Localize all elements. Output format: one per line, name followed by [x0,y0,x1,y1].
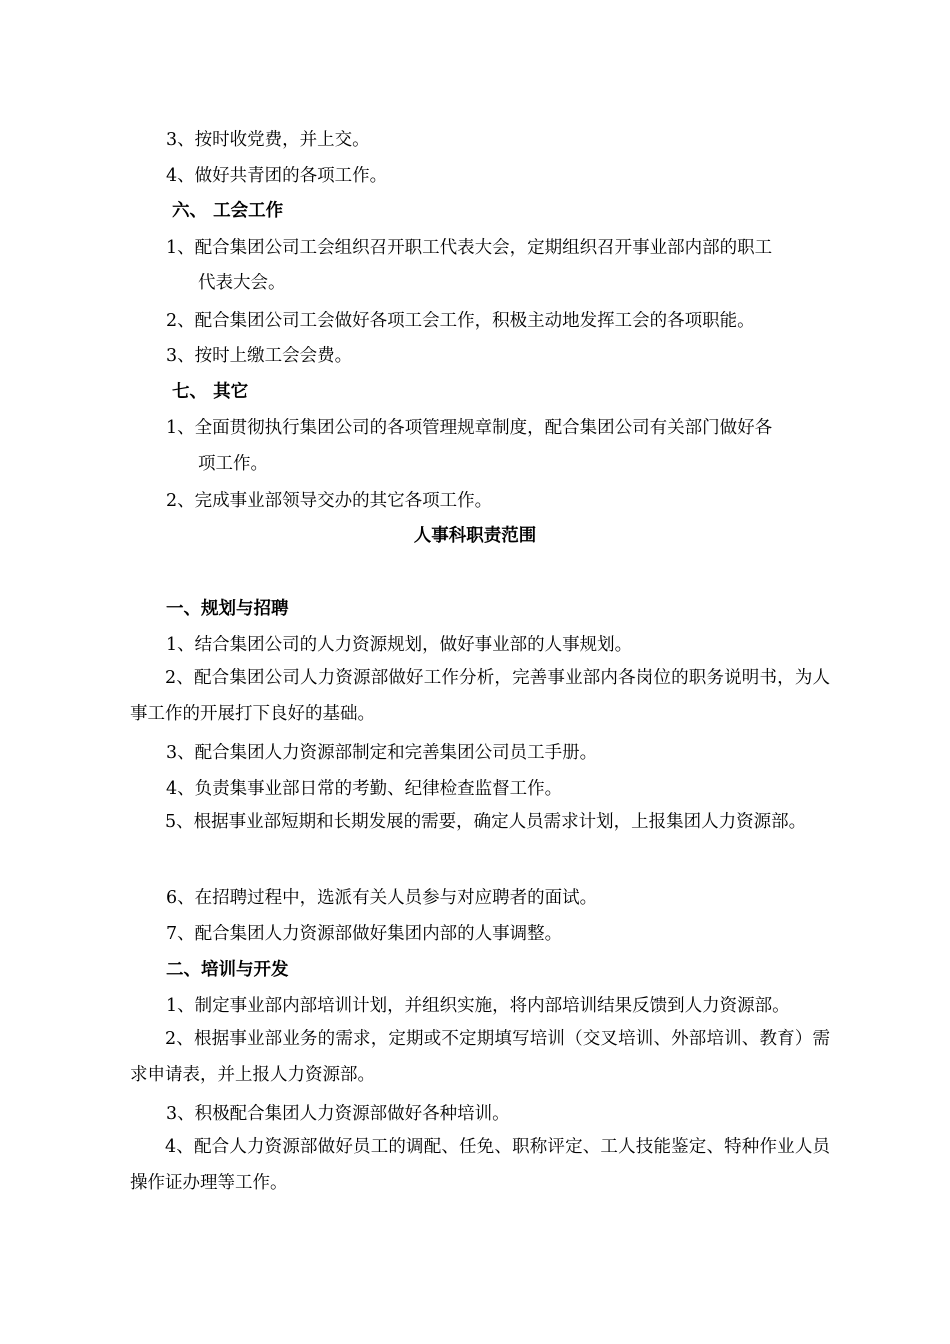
list-item: 2、根据事业部业务的需求，定期或不定期填写培训（交叉培训、外部培训、教育）需求申请表，并上报人力资源部。 [130,1029,830,1085]
list-item: 3、按时收党费，并上交。 [166,130,370,150]
list-item: 4、负责集事业部日常的考勤、纪律检查监督工作。 [166,779,563,799]
section-heading-training: 二、培训与开发 [166,960,289,980]
document-title: 人事科职责范围 [413,526,537,546]
section-heading-other: 七、 其它 [172,382,249,402]
section-heading-planning: 一、规划与招聘 [166,599,289,619]
list-item: 7、配合集团人力资源部做好集团内部的人事调整。 [166,924,563,944]
list-item: 1、制定事业部内部培训计划，并组织实施，将内部培训结果反馈到人力资源部。 [166,996,790,1016]
list-item: 2、配合集团公司人力资源部做好工作分析，完善事业部内各岗位的职务说明书，为人事工作的开展打下良好的基础。 [130,668,830,724]
list-item: 1、全面贯彻执行集团公司的各项管理规章制度，配合集团公司有关部门做好各 [166,418,773,438]
list-item-continuation: 项工作。 [198,454,268,474]
list-item: 5、根据事业部短期和长期发展的需要，确定人员需求计划，上报集团人力资源部。 [165,812,807,832]
list-item: 2、配合集团公司工会做好各项工会工作，积极主动地发挥工会的各项职能。 [166,311,755,331]
list-item: 2、完成事业部领导交办的其它各项工作。 [166,491,493,511]
list-item: 1、结合集团公司的人力资源规划，做好事业部的人事规划。 [166,635,633,655]
section-heading-union: 六、 工会工作 [172,201,284,221]
list-item: 1、配合集团公司工会组织召开职工代表大会，定期组织召开事业部内部的职工 [166,238,773,258]
list-item: 3、配合集团人力资源部制定和完善集团公司员工手册。 [166,743,598,763]
list-item: 3、积极配合集团人力资源部做好各种培训。 [166,1104,510,1124]
list-item-continuation: 代表大会。 [198,273,286,293]
list-item: 3、按时上缴工会会费。 [166,346,353,366]
list-item: 4、配合人力资源部做好员工的调配、任免、职称评定、工人技能鉴定、特种作业人员操作证办理等工作。 [130,1137,830,1193]
list-item: 4、做好共青团的各项工作。 [166,166,388,186]
list-item: 6、在招聘过程中，选派有关人员参与对应聘者的面试。 [166,888,598,908]
